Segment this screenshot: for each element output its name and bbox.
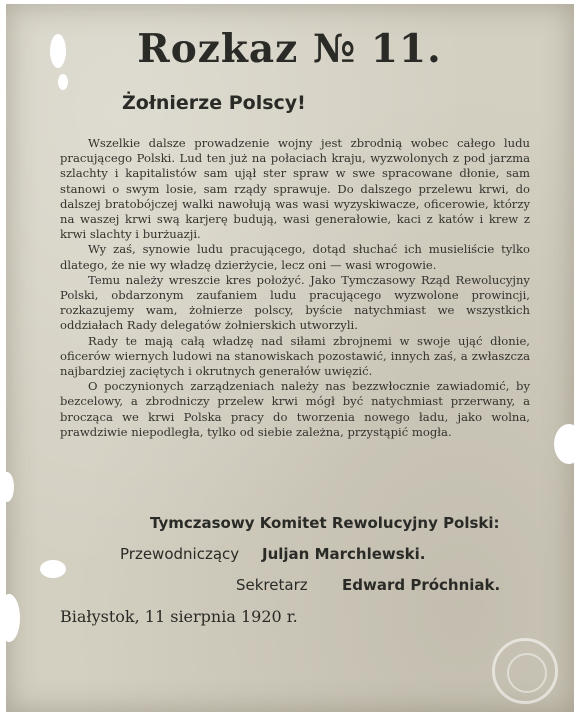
paper-damage — [554, 424, 579, 464]
paragraph: Rady te mają całą władzę nad siłami zbrojnemi w swoje ująć dłonie, oficerów wiernych ludowi na stanowiskach pozostawić, innych zaś, a zwłaszcza najbardziej zaciętych i okrutnych generałów uwięzić. — [60, 333, 530, 379]
paper-damage — [0, 472, 14, 502]
paragraph: O poczynionych zarządzeniach należy nas bezzwłocznie zawiadomić, by bezcelowy, a zbrodniczy przelew krwi mógł być natychmiast przerwany, a brocząca we krwi Polska pracy do tworzenia nowego ładu, jako wolna, prawdziwie niepodległa, tylko od siebie zależna, przystąpić mogła. — [60, 379, 530, 439]
paper-damage — [40, 560, 66, 578]
place-date: Białystok, 11 sierpnia 1920 r. — [60, 607, 298, 626]
paragraph: Wy zaś, synowie ludu pracującego, dotąd słuchać ich musieliście tylko dlatego, że nie wy władzę dzierżycie, lecz oni — wasi wrogowie. — [60, 242, 530, 272]
document-body — [60, 136, 530, 440]
chair-label: Przewodniczący — [120, 545, 240, 563]
chair-name: Juljan Marchlewski. — [262, 545, 426, 563]
page-title: Rozkaz № 11. — [137, 26, 442, 72]
secretary-name: Edward Próchniak. — [342, 576, 501, 594]
paper-damage — [0, 594, 20, 642]
secretary-label: Sekretarz — [236, 576, 308, 594]
paper-damage — [58, 74, 68, 90]
paragraph: Temu należy wreszcie kres położyć. Jako Tymczasowy Rząd Rewolucyjny Polski, obdarzonym zaufaniem ludu pracującego wyzwolone prowincji, rozkazujemy wam, żołnierze polscy, byście natychmiast we wszystkich oddziałach Rady delegatów żołnierskich utworzyli. — [60, 272, 530, 333]
page-subtitle: Żołnierze Polscy! — [122, 92, 306, 114]
signature-committee: Tymczasowy Komitet Rewolucyjny Polski: — [150, 514, 500, 532]
watermark-stamp — [492, 638, 558, 704]
paragraph: Wszelkie dalsze prowadzenie wojny jest zbrodnią wobec całego ludu pracującego Polski. Lud ten już na połaciach kraju, wyzwolonych z pod jarzma szlachty i kapitalistów sam ujął ster spraw w swe spracowane dłonie, sam stanowi o swym losie, sam rządy sprawuje. Do dalszego przelewu krwi, do dalszej bratobójczej walki nawołują was wasi wyzyskiwacze, oficerowie, którzy na waszej krwi swą karjerę budują, wasi generałowie, kaci z katów i krew z krwi slachty i burżuazji. — [60, 136, 530, 242]
